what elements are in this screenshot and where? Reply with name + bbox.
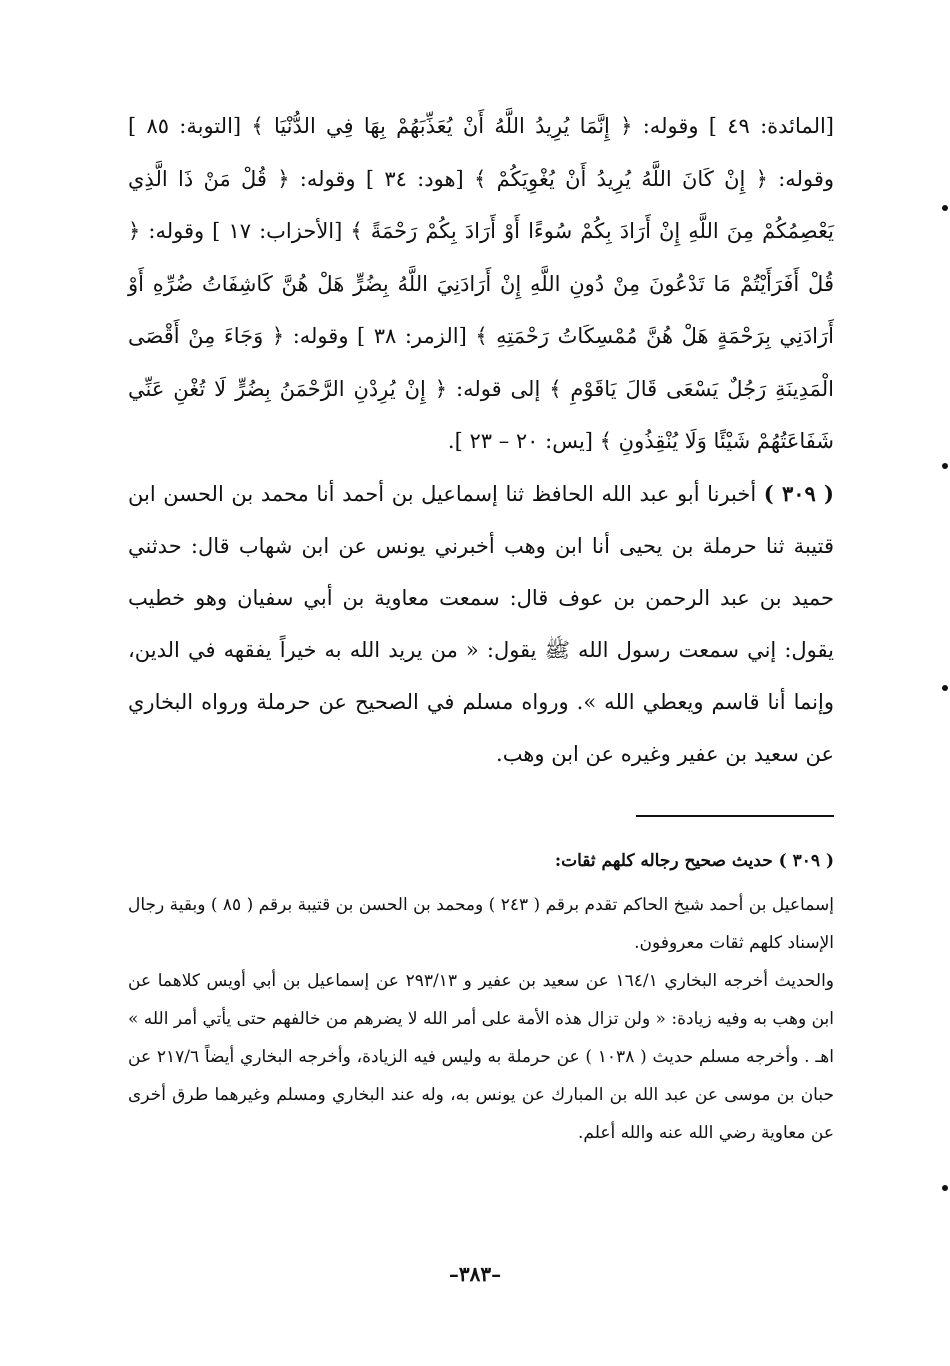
margin-mark: [942, 1185, 948, 1191]
footnote-section: [128, 842, 834, 1152]
footnote-divider: [636, 815, 834, 817]
footnote-title: ( ٣٠٩ ) حديث صحيح رجاله كلهم ثقات:: [554, 851, 834, 871]
margin-mark: [942, 205, 948, 211]
hadith-number: ( ٣٠٩ ): [763, 481, 834, 506]
margin-mark: [942, 685, 948, 691]
footnote-paragraph-1: إسماعيل بن أحمد شيخ الحاكم تقدم برقم ( ٢٤٣ ) ومحمد بن الحسن بن قتيبة برقم ( ٨٥ ) وبقية رجال الإسناد كلهم ثقات معروفون.: [128, 895, 834, 953]
footnote-paragraph-2: والحديث أخرجه البخاري ١٦٤/١ عن سعيد بن عفير و ٢٩٣/١٣ عن إسماعيل بن أبي أويس كلاهما عن ابن وهب به وفيه زيادة: « ولن تزال هذه الأمة على أمر الله لا يضرهم من خالفهم حتى يأتي أمر الله » اهـ . وأخرجه مسلم حديث ( ١٠٣٨ ) عن حرملة به وليس فيه الزيادة، وأخرجه البخاري أيضاً ٢١٧/٦ عن حبان بن موسى عن عبد الله بن المبارك عن يونس به، وله عند البخاري ومسلم وغيرهما طرق أخرى عن معاوية رضي الله عنه والله أعلم.: [127, 971, 834, 1143]
hadith-text: أخبرنا أبو عبد الله الحافظ ثنا إسماعيل بن أحمد أنا محمد بن الحسن ابن قتيبة ثنا حرملة بن يحيى أنا ابن وهب أخبرني يونس عن ابن شهاب قال: حدثني حميد بن عبد الرحمن بن عوف قال: سمعت معاوية بن أبي سفيان وهو خطيب يقول: إني سمعت رسول الله ﷺ يقول: « من يريد الله به خيراً يفقهه في الدين، وإنما أنا قاسم ويعطي الله ». ورواه مسلم في الصحيح عن حرملة ورواه البخاري عن سعيد بن عفير وغيره عن ابن وهب.: [128, 482, 834, 766]
quran-verses-paragraph: [المائدة: ٤٩ ] وقوله: ﴿ إِنَّمَا يُرِيدُ اللَّهُ أَنْ يُعَذِّبَهُمْ بِهَا فِي الدُّنْيَا ﴾ [التوبة: ٨٥ ] وقوله: ﴿ إِنْ كَانَ اللَّهُ يُرِيدُ أَنْ يُغْوِيَكُمْ ﴾ [هود: ٣٤ ] وقوله: ﴿ قُلْ مَنْ ذَا الَّذِي يَعْصِمُكُمْ مِنَ اللَّهِ إِنْ أَرَادَ بِكُمْ سُوءًا أَوْ أَرَادَ بِكُمْ رَحْمَةً ﴾ [الأحزاب: ١٧ ] وقوله: ﴿ قُلْ أَفَرَأَيْتُمْ مَا تَدْعُونَ مِنْ دُونِ اللَّهِ إِنْ أَرَادَنِيَ اللَّهُ بِضُرٍّ هَلْ هُنَّ كَاشِفَاتُ ضُرِّهِ أَوْ أَرَادَنِي بِرَحْمَةٍ هَلْ هُنَّ مُمْسِكَاتُ رَحْمَتِهِ ﴾ [الزمر: ٣٨ ] وقوله: ﴿ وَجَاءَ مِنْ أَقْصَى الْمَدِينَةِ رَجُلٌ يَسْعَى قَالَ يَاقَوْمِ ﴾ إلى قوله: ﴿ إِنْ يُرِدْنِ الرَّحْمَنُ بِضُرٍّ لَا تُغْنِ عَنِّي شَفَاعَتُهُمْ شَيْئًا وَلَا يُنْقِذُونِ ﴾ [يس: ٢٠ – ٢٣ ].: [128, 114, 834, 453]
hadith-paragraph: [128, 468, 834, 780]
page-number: –٣٨٣–: [448, 1262, 502, 1286]
margin-mark: [942, 463, 948, 469]
